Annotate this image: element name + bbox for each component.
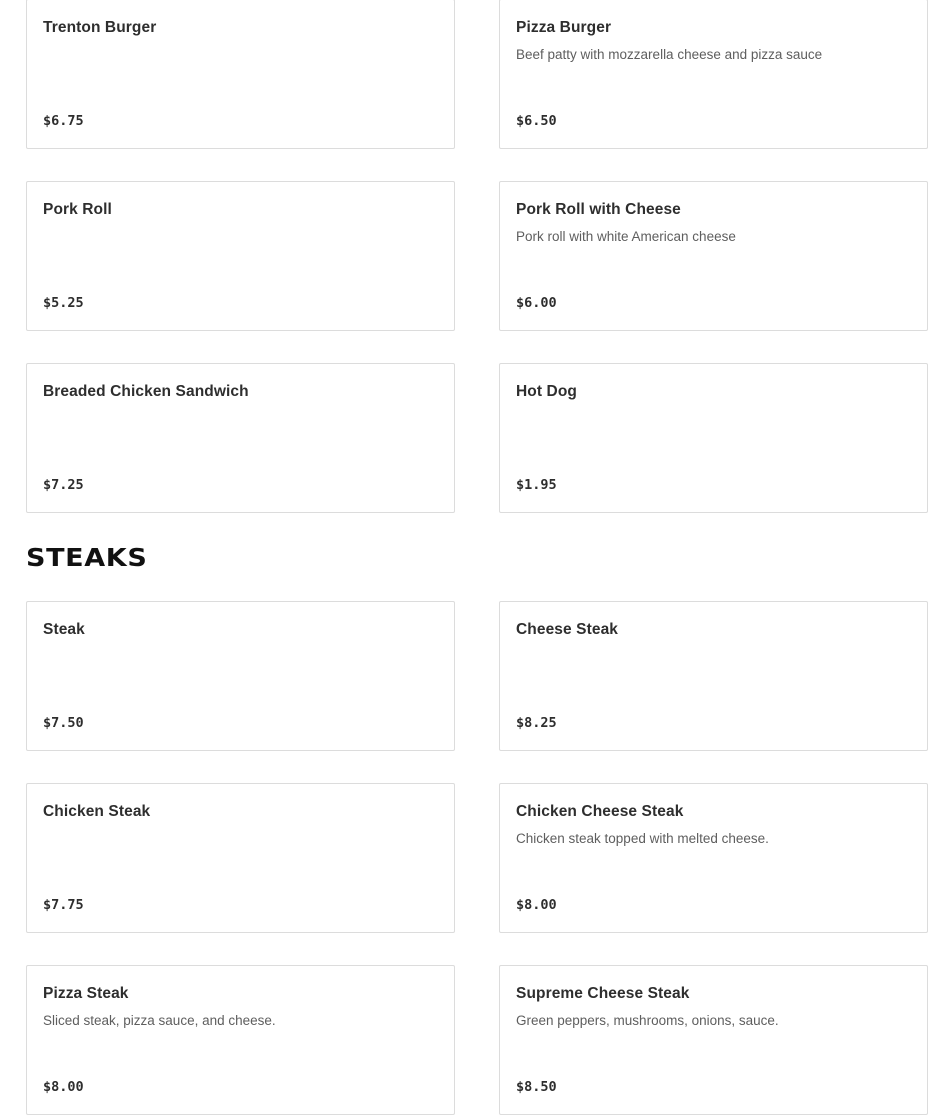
item-name: Pork Roll <box>43 201 112 218</box>
menu-item-card[interactable] <box>26 0 455 149</box>
item-name: Steak <box>43 621 85 638</box>
item-price: $8.25 <box>516 715 557 731</box>
item-name: Supreme Cheese Steak <box>516 985 690 1002</box>
menu-item-card[interactable] <box>499 965 928 1115</box>
steaks-items-grid <box>26 601 928 1115</box>
item-name: Cheese Steak <box>516 621 619 638</box>
item-price: $7.25 <box>43 477 84 493</box>
menu-item-card[interactable] <box>26 965 455 1115</box>
item-name: Trenton Burger <box>43 19 157 36</box>
item-name: Pizza Burger <box>516 19 612 36</box>
item-name: Breaded Chicken Sandwich <box>43 383 249 400</box>
item-description: Pork roll with white American cheese <box>516 229 736 244</box>
item-price: $8.00 <box>516 897 557 913</box>
item-name: Hot Dog <box>516 383 577 400</box>
menu-item-card[interactable] <box>26 601 455 751</box>
item-price: $7.50 <box>43 715 84 731</box>
item-name: Chicken Steak <box>43 803 151 820</box>
item-price: $8.00 <box>43 1079 84 1095</box>
item-description: Chicken steak topped with melted cheese. <box>516 831 769 846</box>
menu-item-card[interactable] <box>26 181 455 331</box>
menu-item-card[interactable] <box>499 783 928 933</box>
item-price: $1.95 <box>516 477 557 493</box>
item-price: $6.75 <box>43 113 84 129</box>
item-description: Green peppers, mushrooms, onions, sauce. <box>516 1013 779 1028</box>
item-price: $8.50 <box>516 1079 557 1095</box>
item-name: Pizza Steak <box>43 985 129 1002</box>
menu-items-grid <box>26 0 928 513</box>
item-description: Sliced steak, pizza sauce, and cheese. <box>43 1013 276 1028</box>
menu-item-card[interactable] <box>499 601 928 751</box>
menu-item-card[interactable] <box>499 181 928 331</box>
item-name: Pork Roll with Cheese <box>516 201 681 218</box>
menu-item-card[interactable] <box>26 783 455 933</box>
menu-item-card[interactable] <box>499 0 928 149</box>
item-price: $6.50 <box>516 113 557 129</box>
item-price: $7.75 <box>43 897 84 913</box>
item-price: $5.25 <box>43 295 84 311</box>
item-price: $6.00 <box>516 295 557 311</box>
menu-item-card[interactable] <box>499 363 928 513</box>
menu-item-card[interactable] <box>26 363 455 513</box>
item-name: Chicken Cheese Steak <box>516 803 684 820</box>
item-description: Beef patty with mozzarella cheese and pizza sauce <box>516 47 823 62</box>
section-title-steaks: STEAKS <box>26 543 148 572</box>
